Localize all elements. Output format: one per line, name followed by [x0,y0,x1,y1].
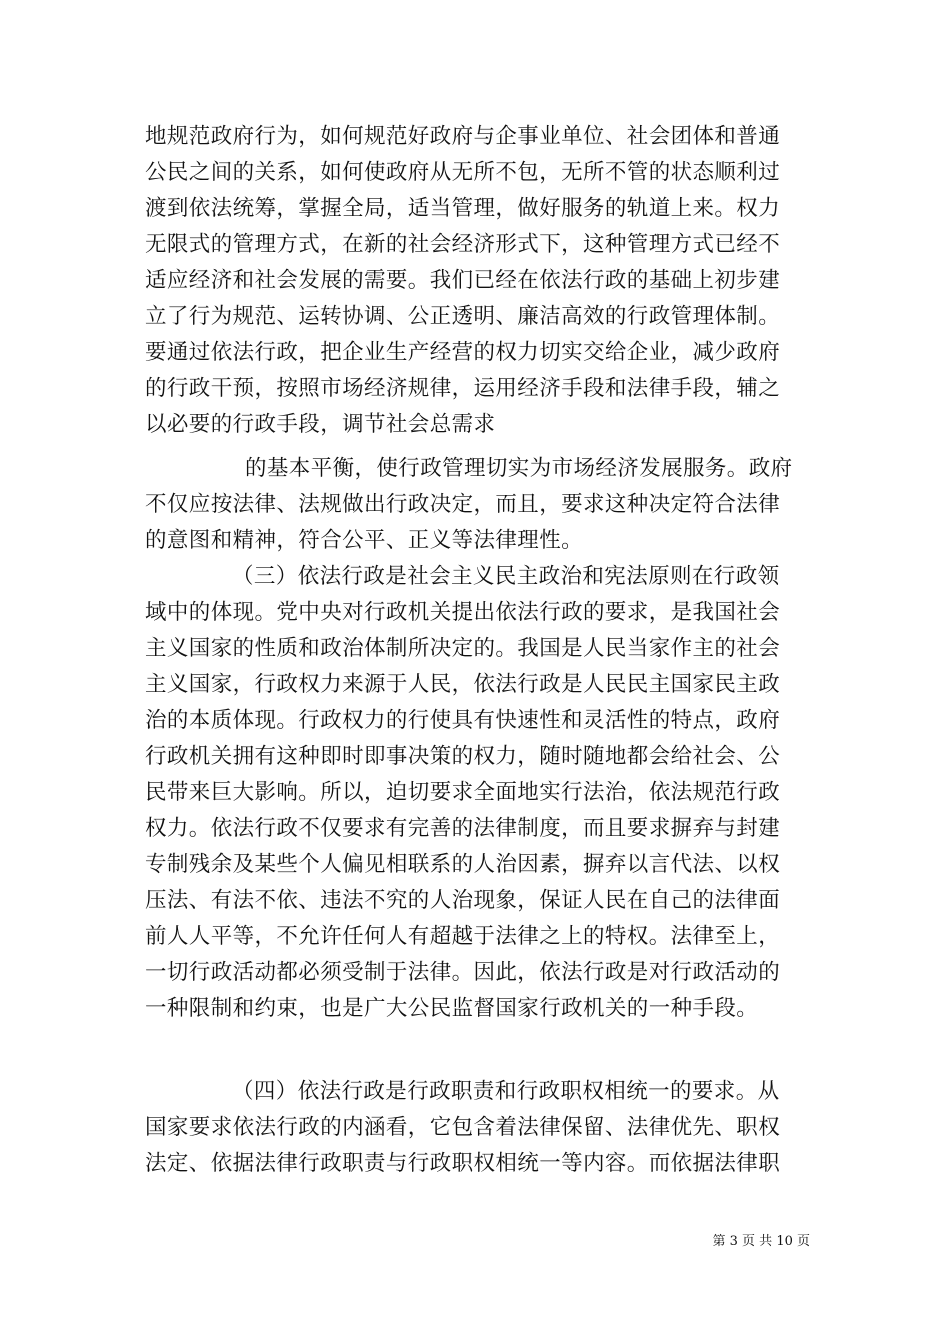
text-line: 一种限制和约束，也是广大公民监督国家行政机关的一种手段。 [145,996,759,1021]
text-line: 法定、依据法律行政职责与行政职权相统一等内容。而依据法律职 [145,1151,781,1176]
text-line: 主义国家，行政权力来源于人民，依法行政是人民民主国家民主政 [145,672,781,697]
text-line: 地规范政府行为，如何规范好政府与企事业单位、社会团体和普通 [145,124,781,149]
text-line: 一切行政活动都必须受制于法律。因此，依法行政是对行政活动的 [145,960,781,985]
text-line: 前人人平等，不允许任何人有超越于法律之上的特权。法律至上， [145,924,781,949]
text-line: 渡到依法统筹，掌握全局，适当管理，做好服务的轨道上来。权力 [145,196,781,221]
text-line: 公民之间的关系，如何使政府从无所不包，无所不管的状态顺利过 [145,160,781,185]
text-line: 要通过依法行政，把企业生产经营的权力切实交给企业，减少政府 [145,340,781,365]
page-number-footer: 第 3 页 共 10 页 [712,1234,810,1249]
text-line: 主义国家的性质和政治体制所决定的。我国是人民当家作主的社会 [145,636,781,661]
text-line: 的意图和精神，符合公平、正义等法律理性。 [145,528,584,553]
text-line: 域中的体现。党中央对行政机关提出依法行政的要求，是我国社会 [145,600,781,625]
text-line: 民带来巨大影响。所以，迫切要求全面地实行法治，依法规范行政 [145,780,781,805]
text-line: 无限式的管理方式，在新的社会经济形式下，这种管理方式已经不 [145,232,781,257]
text-line: 的基本平衡，使行政管理切实为市场经济发展服务。政府 [245,456,793,481]
text-line: 的行政干预，按照市场经济规律，运用经济手段和法律手段，辅之 [145,376,781,401]
text-line: 以必要的行政手段，调节社会总需求 [145,412,496,437]
text-line: 不仅应按法律、法规做出行政决定，而且，要求这种决定符合法律 [145,492,781,517]
text-line: 专制残余及某些个人偏见相联系的人治因素，摒弃以言代法、以权 [145,852,781,877]
text-line: 国家要求依法行政的内涵看，它包含着法律保留、法律优先、职权 [145,1115,781,1140]
text-line: 行政机关拥有这种即时即事决策的权力，随时随地都会给社会、公 [145,744,781,769]
text-line: 立了行为规范、运转协调、公正透明、廉洁高效的行政管理体制。 [145,304,781,329]
text-line: 权力。依法行政不仅要求有完善的法律制度，而且要求摒弃与封建 [145,816,781,841]
text-line: 压法、有法不依、违法不究的人治现象，保证人民在自己的法律面 [145,888,781,913]
section-heading-line: （三）依法行政是社会主义民主政治和宪法原则在行政领 [232,564,780,589]
section-heading-line: （四）依法行政是行政职责和行政职权相统一的要求。从 [232,1079,780,1104]
text-line: 治的本质体现。行政权力的行使具有快速性和灵活性的特点，政府 [145,708,781,733]
text-line: 适应经济和社会发展的需要。我们已经在依法行政的基础上初步建 [145,268,781,293]
